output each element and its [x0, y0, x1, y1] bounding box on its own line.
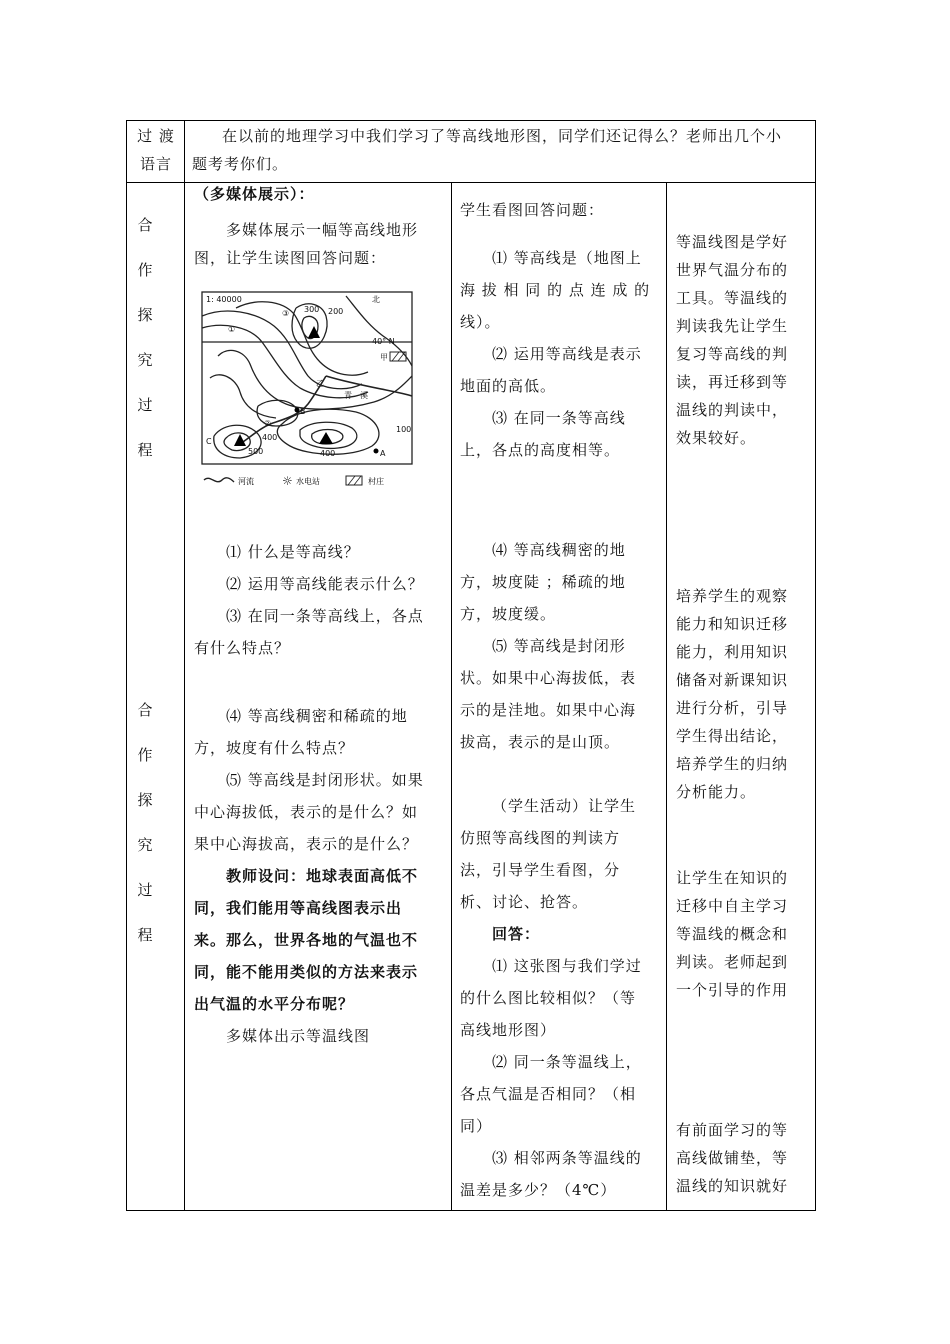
note-2-line: 进行分析，引导 — [676, 699, 789, 717]
isotherm-answer-2-line2: 各点气温是否相同？（相 — [460, 1085, 637, 1103]
peak-marker — [234, 434, 246, 446]
note-4-line: 有前面学习的等 — [676, 1121, 789, 1139]
isotherm-answer-1 — [460, 952, 660, 1044]
note-2-line: 能力，利用知识 — [676, 643, 789, 661]
contour-map — [196, 286, 426, 496]
map-circle-3: ③ — [282, 309, 290, 318]
question-4-line1: ⑷ 等高线稠密和稀疏的地 — [226, 707, 408, 725]
side-char: 过 — [137, 396, 153, 414]
legend-station: 水电站 — [296, 477, 320, 486]
map-circle-1: ① — [228, 325, 236, 334]
answer-4-line3: 方，坡度缓。 — [460, 605, 557, 623]
question-3-line2: 有什么特点？ — [194, 639, 291, 657]
question-2: ⑵ 运用等高线能表示什么？ — [226, 575, 424, 593]
note-2-line: 培养学生的观察 — [676, 587, 789, 605]
transition-text — [192, 122, 812, 178]
side-char: 作 — [137, 261, 153, 279]
side-label-top — [125, 203, 165, 473]
map-circle-2: ② — [264, 419, 272, 428]
note-1 — [676, 228, 812, 452]
side-char: 作 — [137, 746, 153, 764]
activity-line3: 法，引导学生看图，分 — [460, 861, 621, 879]
note-1-line: 等温线图是学好 — [676, 233, 789, 251]
question-5-line1: ⑸ 等高线是封闭形状。如果 — [226, 771, 424, 789]
isotherm-answer-3-line1: ⑶ 相邻两条等温线的 — [492, 1149, 642, 1167]
note-3-line: 迁移中自主学习 — [676, 897, 789, 915]
answer-2-line1: ⑵ 运用等高线是表示 — [492, 345, 642, 363]
note-2-line: 分析能力。 — [676, 783, 757, 801]
note-1-line: 效果较好。 — [676, 429, 757, 447]
activity-line1: （学生活动）让学生 — [492, 797, 637, 815]
river — [326, 376, 412, 396]
note-1-line: 温线的判读中， — [676, 401, 789, 419]
teacher-prompt-line4: 同，能不能用类似的方法来表示 — [194, 963, 419, 981]
side-char: 究 — [137, 836, 153, 854]
side-char: 程 — [137, 926, 153, 944]
answer-1-line1: ⑴ 等高线是（地图上 — [492, 249, 642, 267]
answer-2-line2: 地面的高低。 — [460, 377, 557, 395]
intro-line2: 图，让学生读图回答问题： — [194, 249, 387, 267]
note-3 — [676, 864, 812, 1004]
map-elev-100: 100 — [396, 425, 412, 434]
transition-label — [130, 122, 182, 178]
point-b-marker — [295, 408, 300, 413]
isotherm-answer-2-line3: 同） — [460, 1117, 493, 1135]
isotherm-answer-1-line1: ⑴ 这张图与我们学过 — [492, 957, 642, 975]
isotherm-answer-3-line2: 温差是多少？（4℃） — [460, 1181, 617, 1199]
answer-5-line4: 拔高，表示的是山顶。 — [460, 733, 621, 751]
question-4 — [194, 702, 446, 762]
column-divider-2 — [451, 182, 452, 1211]
answer-1 — [460, 244, 660, 336]
note-3-line: 让学生在知识的 — [676, 869, 789, 887]
side-char: 探 — [137, 306, 153, 324]
side-char: 合 — [137, 216, 153, 234]
teacher-prompt — [194, 862, 446, 1018]
note-3-line: 等温线的概念和 — [676, 925, 789, 943]
column-divider-3 — [666, 182, 667, 1211]
teacher-prompt-line3: 来。那么，世界各地的气温也不 — [194, 931, 419, 949]
map-elev-500: 500 — [248, 447, 264, 456]
transition-text-line1: 在以前的地理学习中我们学习了等高线地形图，同学们还记得么？老师出几个小 — [222, 127, 783, 145]
activity-line2: 仿照等高线图的判读方 — [460, 829, 621, 847]
map-yi: 乙 — [316, 379, 324, 388]
design-notes — [676, 228, 812, 1200]
transition-text-line2: 题考考你们。 — [192, 155, 289, 173]
note-3-line: 判读。老师起到 — [676, 953, 789, 971]
map-elev-200: 200 — [328, 307, 344, 316]
student-intro: 学生看图回答问题： — [460, 201, 605, 219]
answer-5-line2: 状。如果中心海拔低，表 — [460, 669, 637, 687]
note-2-line: 学生得出结论， — [676, 727, 789, 745]
village-hatch — [398, 352, 405, 361]
map-elev-400-right: 400 — [320, 449, 336, 458]
student-activity — [460, 792, 660, 916]
map-elev-400-left: 400 — [262, 433, 278, 442]
legend-river: 河流 — [238, 477, 254, 486]
question-4-line2: 方，坡度有什么特点？ — [194, 739, 355, 757]
legend-village-hatch — [348, 476, 355, 485]
multimedia-isotherm: 多媒体出示等温线图 — [226, 1027, 371, 1045]
isotherm-answer-2 — [460, 1048, 660, 1140]
note-1-line: 读，再迁移到等 — [676, 373, 789, 391]
map-scale: 1: 40000 — [206, 295, 242, 304]
answer-1-line3: 线）。 — [460, 313, 501, 331]
question-1: ⑴ 什么是等高线？ — [226, 543, 360, 561]
note-1-line: 复习等高线的判 — [676, 345, 789, 363]
transition-label-line1: 过 渡 — [137, 127, 175, 145]
map-point-c: C — [206, 437, 212, 446]
multimedia-intro — [194, 216, 446, 272]
map-latitude: 40° N — [372, 337, 395, 346]
transition-label-line2: 语言 — [139, 155, 172, 173]
answer-5-line1: ⑸ 等高线是封闭形 — [492, 637, 626, 655]
note-2-line: 培养学生的归纳 — [676, 755, 789, 773]
contour-line — [202, 325, 368, 397]
isotherm-answer-1-line2: 的什么图比较相似？（等 — [460, 989, 637, 1007]
teacher-questions — [194, 538, 446, 1050]
table-border-right — [815, 120, 816, 1211]
note-1-line: 判读我先让学生 — [676, 317, 789, 335]
note-4 — [676, 1116, 812, 1200]
note-4-line: 温线的知识就好 — [676, 1177, 789, 1195]
map-point-a: A — [380, 449, 386, 458]
village-hatch — [392, 352, 399, 361]
question-5-line2: 中心海拔低，表示的是什么？如 — [194, 803, 419, 821]
answer-4-line1: ⑷ 等高线稠密的地 — [492, 541, 626, 559]
note-3-line: 一个引导的作用 — [676, 981, 789, 999]
note-2 — [676, 582, 812, 806]
point-a-marker — [374, 449, 379, 454]
sun-icon: ☼ — [282, 474, 293, 488]
side-label-bottom — [125, 688, 165, 958]
answer-1-line2: 海 拔 相 同 的 点 连 成 的 — [460, 281, 651, 299]
table-border-bottom — [126, 1210, 816, 1211]
answer-3-line1: ⑶ 在同一条等高线 — [492, 409, 626, 427]
note-2-line: 能力和知识迁移 — [676, 615, 789, 633]
intro-line1: 多媒体展示一幅等高线地形 — [226, 221, 419, 239]
question-3 — [194, 602, 446, 662]
peak-marker — [319, 432, 333, 444]
teacher-prompt-line1: 教师设问：地球表面高低不 — [226, 867, 419, 885]
map-jia: 甲 — [380, 353, 388, 362]
answer-heading: 回答： — [492, 925, 541, 943]
multimedia-heading: （多媒体展示）： — [194, 185, 315, 203]
contour-line — [202, 311, 362, 389]
legend-village: 村庄 — [368, 477, 384, 486]
map-elev-300: 300 — [304, 305, 320, 314]
student-answers — [460, 196, 660, 1204]
isotherm-answer-1-line3: 高线地形图） — [460, 1021, 557, 1039]
legend-river-symbol — [204, 478, 234, 482]
answer-4 — [460, 536, 660, 628]
note-1-line: 世界气温分布的 — [676, 261, 789, 279]
answer-3 — [460, 404, 660, 464]
answer-5-line3: 示的是洼地。如果中心海 — [460, 701, 637, 719]
note-4-line: 高线做铺垫，等 — [676, 1149, 789, 1167]
note-1-line: 工具。等温线的 — [676, 289, 789, 307]
isotherm-answer-3 — [460, 1144, 660, 1204]
answer-4-line2: 方，坡度陡 ；稀疏的地 — [460, 573, 626, 591]
map-river-name: 青 溪 — [344, 391, 368, 400]
table-border-top — [126, 120, 816, 121]
map-point-b: B — [300, 407, 306, 416]
contour-line — [210, 375, 276, 418]
side-char: 究 — [137, 351, 153, 369]
side-char: 过 — [137, 881, 153, 899]
map-frame — [202, 292, 412, 464]
map-north: 北 — [372, 295, 380, 304]
side-char: 探 — [137, 791, 153, 809]
question-5 — [194, 766, 446, 858]
question-3-line1: ⑶ 在同一条等高线上，各点 — [226, 607, 424, 625]
legend-village-hatch — [354, 476, 361, 485]
question-5-line3: 果中心海拔高，表示的是什么？ — [194, 835, 419, 853]
answer-2 — [460, 340, 660, 400]
isotherm-answer-2-line1: ⑵ 同一条等温线上， — [492, 1053, 642, 1071]
column-divider-1 — [184, 120, 185, 1211]
contour-line — [236, 302, 368, 375]
answer-3-line2: 上，各点的高度相等。 — [460, 441, 621, 459]
teacher-prompt-line5: 出气温的水平分布呢？ — [194, 995, 355, 1013]
side-char: 合 — [137, 701, 153, 719]
activity-line4: 析、讨论、抢答。 — [460, 893, 589, 911]
note-2-line: 储备对新课知识 — [676, 671, 789, 689]
side-char: 程 — [137, 441, 153, 459]
answer-5 — [460, 632, 660, 756]
teacher-prompt-line2: 同，我们能用等高线图表示出 — [194, 899, 403, 917]
